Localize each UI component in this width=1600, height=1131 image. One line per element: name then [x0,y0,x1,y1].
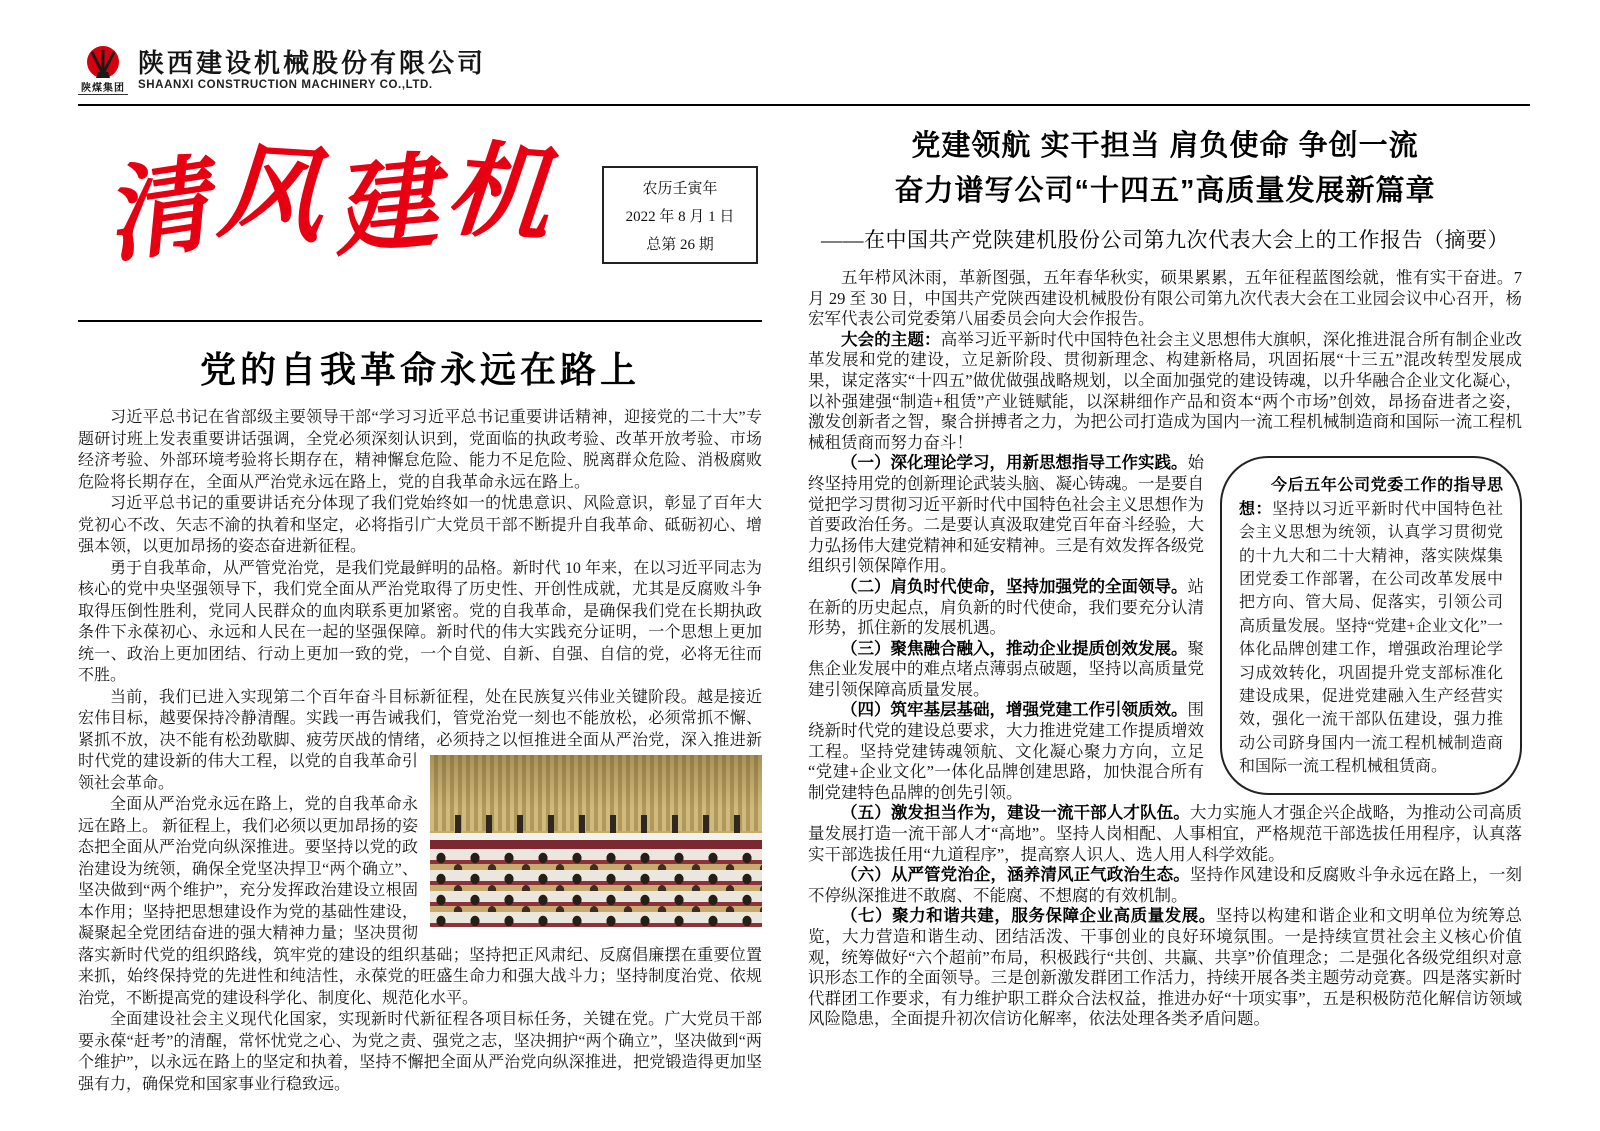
section-paragraph [808,906,1522,1030]
left-paragraph: 勇于自我革命，从严管党治党，是我们党最鲜明的品格。新时代 10 年来，在以习近平同志为核心的党中央坚强领导下，我们党全面从严治党取得了历史性、开创性成就，尤其是反腐败斗争取得压倒性胜利，党同人民群众的血肉联系更加紧密。党的自我革命，是确保我们党在长期执政条件下永葆初心、永远和人民在一起的坚强保障。新时代的伟大实践充分证明，一个思想上更加统一、政治上更加团结、行动上更加一致的党，一个自觉、自新、自强、自信的党，必将无往而不胜。 [78,559,762,684]
theme-label: 大会的主题： [841,330,941,349]
right-column [808,120,1522,1095]
section-paragraph [808,865,1522,906]
masthead [78,126,762,296]
section-7-head: （七）聚力和谐共建，服务保障企业高质量发展。 [841,907,1216,926]
section-7-body: 坚持以构建和谐企业和文明单位为统筹总览，大力营造和谐生动、团结活泼、干事创业的良好环境氛围。一是持续宣贯社会主义核心价值观，统筹做好“六个超前”布局，积极践行“共创、共赢、共享”价值理念；二是强化各级党组织对意识形态工作的全面领导。三是创新激发群团工作活力，持续开展各类主题劳动竞赛。四是落实新时代群团工作要求，有力维护职工群众合法权益，推进办好“十项实事”，五是积极防范化解信访领域风险隐患，全面提升初次信访化解率，依法处理各类矛盾问题。 [808,906,1523,1029]
left-paragraph: 全面从严治党永远在路上，党的自我革命永远在路上。 新征程上，我们必须以更加昂扬的姿态把全面从严治党向纵深推进。要坚持以党的政治建设为统领，确保全党坚决捍卫“两个确立”、坚决做到“两个维护”，充分发挥政治建设立根固本作用；坚持把思想建设作为党的基础性建设，凝聚起全党团结奋进的强大精神力量；坚决贯彻落实新时代党的组织路线，筑牢党的建设的组织基础；坚持把正风肃纪、反腐倡廉摆在重要位置来抓，始终保持党的先进性和纯洁性，永葆党的旺盛生命力和强大战斗力；坚持制度治党、依规治党，不断提高党的建设科学化、制度化、规范化水平。 [78,796,762,1007]
photo-dais-leaders [430,815,762,833]
section-5-body: 大力实施人才强企兴企战略，为推动公司高质量发展打造一流干部人才“高地”。坚持人岗相配、人事相宜，严格规范干部选拔任用程序，认真落实干部选拔任用“九道程序”，提高察人识人、选人用人科学效能。 [808,803,1523,864]
section-6-body: 坚持作风建设和反腐败斗争永远在路上，一刻不停纵深推进不敢腐、不能腐、不想腐的有效机制。 [808,865,1523,905]
conference-hall-photo [430,755,762,927]
company-logo-row [78,44,1530,104]
right-article-subtitle: ——在中国共产党陕建机股份公司第九次代表大会上的工作报告（摘要） [821,228,1509,252]
page-header [78,44,1530,106]
guidance-box [1220,456,1522,794]
photo-table-skirt [430,840,762,849]
paragraph-text: 当前，我们已进入实现第二个百年奋斗目标新征程，处在民族复兴伟业关键阶段。越是接近宏伟目标，越要保持冷静清醒。实践一再告诫我们，管党治党一刻也不能放松，必须常抓不懈、紧抓不放，决不能有松劲歇脚、疲劳厌战的情绪，必须持之以恒推进全面从严治党，深入推进新 [78,688,762,749]
section-2-body: 站在新的历史起点，肩负新的时代使命，我们要充分认清形势，抓住新的发展机遇。 [808,576,1204,638]
paragraph-text: 时代党的建设新的伟大工程，以党的自我革命引领社会革命。 [78,753,418,792]
article-divider [78,320,762,322]
company-name-en: SHAANXI CONSTRUCTION MACHINERY CO.,LTD. [138,79,433,91]
section-4-head: （四）筑牢基层基础，增强党建工作引领质效。 [841,701,1188,720]
section-3-head: （三）聚焦融合融入，推动企业提质创效发展。 [841,639,1188,658]
left-paragraph: 全面建设社会主义现代化国家，实现新时代新征程各项目标任务，关键在党。广大党员干部要永葆“赶考”的清醒，常怀忧党之心、为党之责、强党之志，坚决拥护“两个确立”，坚决做到“两个维护”，以永远在路上的坚定和执着，坚持不懈把全面从严治党向纵深推进，把党锻造得更加坚强有力，确保党和国家事业行稳致远。 [78,1011,762,1093]
section-4-body: 围绕新时代党的建设总要求，大力推进党建工作提质增效工程。坚持党建铸魂领航、文化凝心聚力方向，立足“党建+企业文化”一体化品牌创建思路，加快混合所有制党建特色品牌的创先引领。 [808,700,1204,802]
content-columns [78,120,1530,1095]
masthead-title: 清风建机 [96,132,565,277]
headline-line-2: 奋力谱写公司“十四五”高质量发展新篇章 [894,175,1436,207]
lunar-year: 农历壬寅年 [642,180,718,197]
section-5-head: （五）激发担当作为，建设一流干部人才队伍。 [841,804,1190,823]
issue-date: 2022 年 8 月 1 日 [625,208,735,225]
issue-date-box [602,166,758,264]
left-paragraph: 习近平总书记在省部级主要领导干部“学习习近平总书记重要讲话精神，迎接党的二十大”专题研讨班上发表重要讲话强调，全党必须深刻认识到，党面临的执政考验、改革开放考验、市场经济考验、外部环境考验将长期存在，精神懈怠危险、能力不足危险、脱离群众危险、消极腐败危险将长期存在，全面从严治党永远在路上，党的自我革命永远在路上。 [78,409,762,491]
logo-group-underline [78,94,128,95]
header-divider [78,104,1530,106]
section-1-body: 始终坚持用党的创新理论武装头脑、凝心铸魂。一是要自觉把学习贯彻习近平新时代中国特色社会主义思想作为首要政治任务。二是要认真汲取建党百年奋斗经验，大力弘扬伟大建党精神和延安精神。三是有效发挥各级党组织引领保障作用。 [808,453,1204,576]
company-name-cn: 陕西建设机械股份有限公司 [138,48,487,78]
section-6-head: （六）从严管党治企，涵养清风正气政治生态。 [841,866,1190,885]
left-article-title: 党的自我革命永远在路上 [199,350,640,390]
photo-dais-table [430,833,762,840]
company-names [138,44,486,93]
guidance-body: 坚持以习近平新时代中国特色社会主义思想为统领，认真学习贯彻党的十九大和二十大精神，落实陕煤集团党委工作部署，在公司改革发展中把方向、管大局、促落实，引领公司高质量发展。坚持“党建+企业文化”一体化品牌创建工作，增强政治理论学习成效转化，巩固提升党支部标准化建设成果，促进党建融入生产经营实效，强化一流干部队伍建设，强力推动公司跻身国内一流工程机械制造商和国际一流工程机械租赁商。 [1239,500,1503,776]
section-paragraph [808,803,1522,865]
right-paragraph [808,330,1522,454]
shaanxi-coal-logo-icon [83,44,123,84]
issue-number: 总第 26 期 [646,236,714,253]
section-2-head: （二）肩负时代使命，坚持加强党的全面领导。 [841,577,1188,596]
theme-text: 高举习近平新时代中国特色社会主义思想伟大旗帜，深化推进混合所有制企业改革发展和党的建设，立足新阶段、贯彻新理念、构建新格局，巩固拓展“十三五”混改转型发展成果，谋定落实“十四五”做优做强战略规划，以全面加强党的建设铸魂，以升华融合企业文化凝心，以补强建强“制造+租赁”产业链赋能，以深耕细作产品和资本“两个市场”创效，昂扬奋进者之姿，激发创新者之智，聚合拼搏者之力，为把公司打造成为国内一流工程机械制造商和国际一流工程机械租赁商而努力奋斗！ [808,329,1523,452]
right-article-headline [808,124,1522,214]
logo-group-name: 陕煤集团 [81,83,125,94]
left-paragraph: 习近平总书记的重要讲话充分体现了我们党始终如一的忧患意识、风险意识，彰显了百年大党初心不改、矢志不渝的执着和坚定，必将指引广大党员干部不断提升自我革命、砥砺初心、增强本领，以更加昂扬的姿态奋进新征程。 [78,495,762,555]
section-3-body: 聚焦企业发展中的难点堵点薄弱点破题，坚持以高质量党建引领保障高质量发展。 [808,638,1204,699]
headline-line-1: 党建领航 实干担当 肩负使命 争创一流 [911,130,1419,162]
guidance-text [1239,474,1503,778]
section-1-head: （一）深化理论学习，用新思想指导工作实践。 [841,454,1188,473]
company-logo-icon [78,44,128,95]
left-column [78,120,762,1095]
photo-audience [430,849,762,927]
right-paragraph: 五年栉风沐雨，革新图强，五年春华秋实，硕果累累，五年征程蓝图绘就，惟有实干奋进。7 月 29 至 30 日，中国共产党陕西建设机械股份有限公司第九次代表大会在工业园会议中心召开，杨宏军代表公司党委第八届委员会向大会作报告。 [808,268,1522,329]
left-paragraph [78,687,762,795]
guidance-label: 今后五年公司党委工作的指导思想： [1239,477,1503,518]
